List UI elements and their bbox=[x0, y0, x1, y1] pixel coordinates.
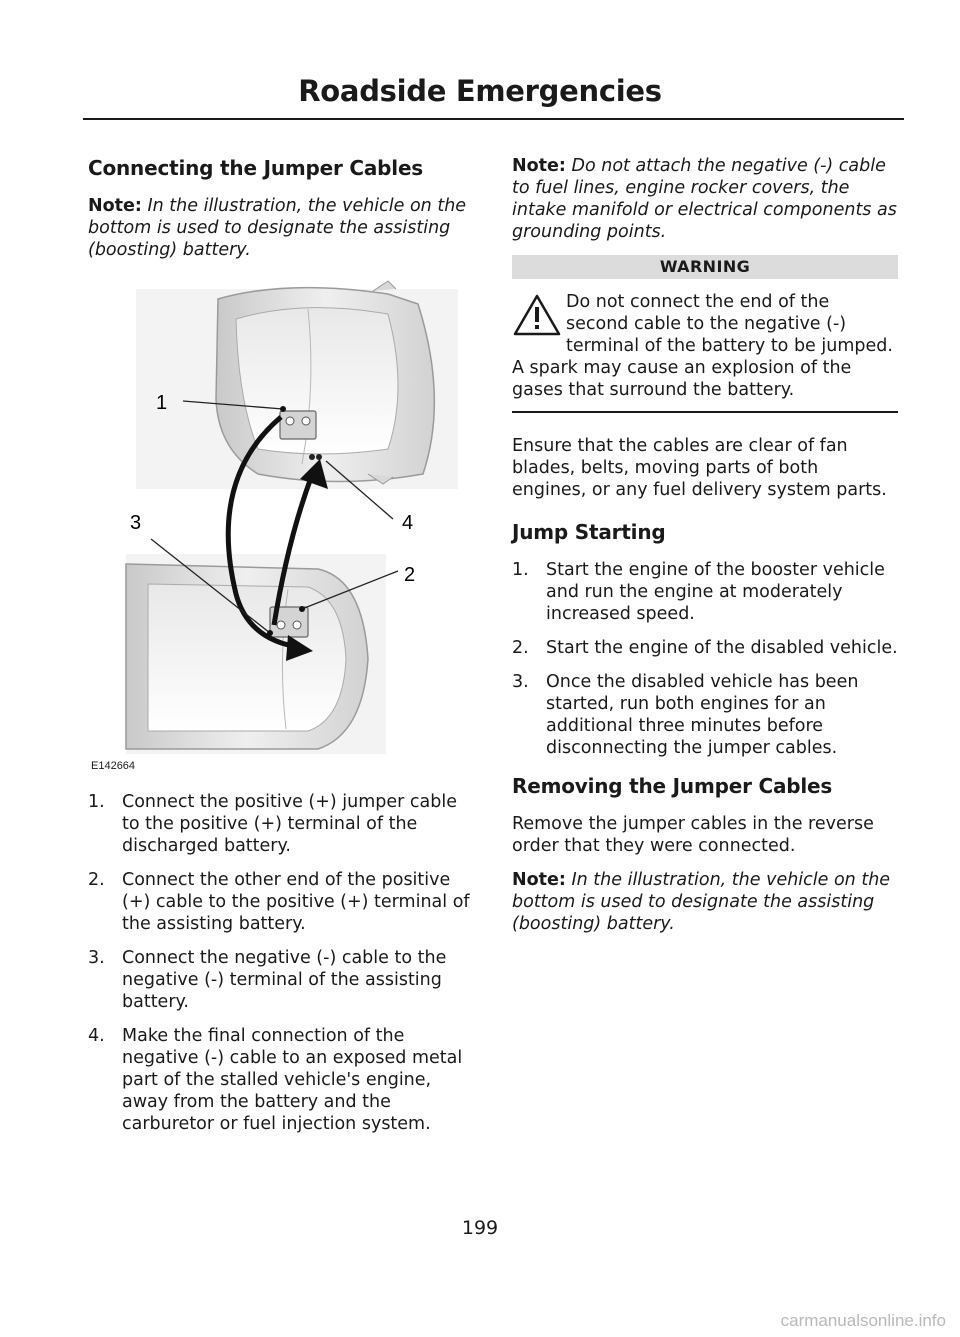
warning-text: Do not connect the end of the second cable to the negative (-) terminal of the battery to be jumped. A spark may cause an explosion of the gases that surround the battery. bbox=[512, 292, 893, 400]
list-item: 2. Connect the other end of the positive (+) cable to the positive (+) terminal of the assisting battery. bbox=[88, 870, 470, 934]
warning-box bbox=[512, 291, 898, 413]
bottom-car bbox=[126, 554, 386, 754]
list-item: 3. Once the disabled vehicle has been started, run both engines for an additional three minutes before disconnecting the jumper cables. bbox=[512, 671, 859, 758]
callout-2: 2 bbox=[404, 564, 416, 586]
page-header-title: Roadside Emergencies bbox=[298, 74, 662, 108]
list-item: 1. Start the engine of the booster vehicle and run the engine at moderately increased speed. bbox=[512, 559, 885, 624]
section-heading-removing: Removing the Jumper Cables bbox=[512, 773, 833, 798]
remove-paragraph: Remove the jumper cables in the reverse order that they were connected. bbox=[512, 813, 874, 856]
left-column bbox=[88, 155, 473, 1147]
connect-steps-list bbox=[88, 791, 473, 1135]
section-heading-jump-starting: Jump Starting bbox=[512, 519, 666, 544]
note-paragraph-grounding: Note: Do not attach the negative (-) cable to fuel lines, engine rocker covers, the intake manifold or electrical components as grounding points. bbox=[512, 156, 897, 242]
list-item: 4. Make the final connection of the negative (-) cable to an exposed metal part of the stalled vehicle's engine, away from the battery and the carburetor or fuel injection system. bbox=[88, 1026, 463, 1134]
note-text: In the illustration, the vehicle on the bottom is used to designate the assisting (boosting) battery. bbox=[88, 196, 467, 260]
ensure-paragraph: Ensure that the cables are clear of fan blades, belts, moving parts of both engines, or any fuel delivery system parts. bbox=[512, 435, 887, 500]
page-number: 199 bbox=[461, 1217, 499, 1239]
note-paragraph bbox=[88, 195, 473, 261]
cars-diagram bbox=[88, 279, 473, 764]
section-heading-connecting: Connecting the Jumper Cables bbox=[88, 156, 424, 180]
callout-4: 4 bbox=[402, 512, 414, 534]
top-car bbox=[136, 281, 458, 489]
callout-3: 3 bbox=[130, 512, 142, 534]
list-item: 1. Connect the positive (+) jumper cable to the positive (+) terminal of the discharged battery. bbox=[88, 792, 458, 856]
callout-1: 1 bbox=[156, 392, 168, 414]
figure-code: E142664 bbox=[91, 760, 136, 772]
warning-label: WARNING bbox=[512, 255, 898, 279]
watermark: carmanualsonline.info bbox=[780, 1311, 946, 1330]
warning-rule bbox=[512, 411, 898, 413]
jump-steps-list bbox=[512, 559, 898, 759]
list-item: 3. Connect the negative (-) cable to the negative (-) terminal of the assisting battery. bbox=[88, 948, 447, 1012]
note-label: Note: bbox=[88, 196, 142, 216]
warning-triangle-icon bbox=[512, 293, 562, 337]
header-rule bbox=[83, 118, 904, 120]
note-paragraph-bottom: Note: In the illustration, the vehicle on the bottom is used to designate the assisting (boosting) battery. bbox=[512, 869, 891, 934]
list-item: 2. Start the engine of the disabled vehicle. bbox=[512, 637, 898, 658]
right-column bbox=[512, 155, 898, 947]
jumper-cable-illustration bbox=[88, 279, 473, 777]
